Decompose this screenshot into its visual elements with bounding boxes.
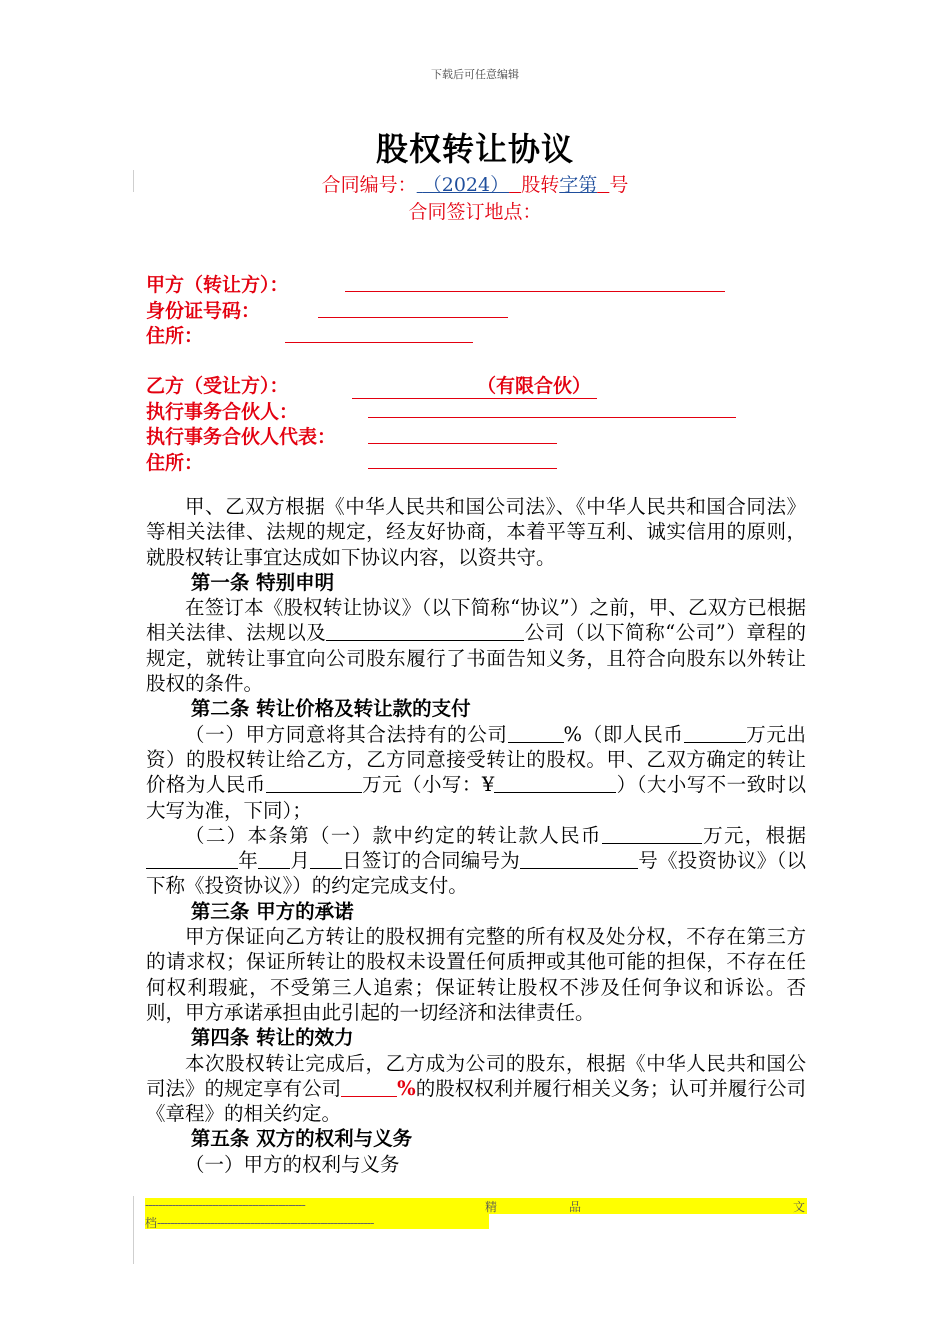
contract-number-label: 合同编号： bbox=[321, 174, 417, 196]
sign-place: 合同签订地点： bbox=[408, 201, 542, 223]
contract-mid: 股转 bbox=[521, 174, 560, 196]
margin-marker-bottom bbox=[133, 1196, 134, 1264]
article-2-title: 第二条 转让价格及转让款的支付 bbox=[190, 697, 471, 721]
day-blank[interactable] bbox=[310, 850, 342, 869]
party-b-partner-label: 执行事务合伙人： bbox=[146, 401, 299, 423]
party-a-address-field[interactable] bbox=[285, 342, 473, 343]
party-b-name-label: 乙方（受让方）： bbox=[146, 375, 289, 397]
article-5-clause-1: （一）甲方的权利与义务 bbox=[185, 1152, 400, 1176]
article-2-clause-1: （一）甲方同意将其合法持有的公司 %（即人民币 万元出资）的股权转让给乙方，乙方同意接受转让的股权。甲、乙双方确定的转让价格为人民币 万元（小写：¥ ）（大小写不一致时以大写为准，下同）； bbox=[146, 722, 806, 822]
contract-blank-1 bbox=[509, 174, 521, 196]
contract-zi: 字第 bbox=[559, 174, 598, 196]
article-1-paragraph: 在签订本《股权转让协议》（以下简称“协议”）之前，甲、乙双方已根据相关法律、法规以及 公司（以下简称“公司”）章程的规定，就转让事宜向公司股东履行了书面告知义务，且符合向股东以外转让股权的条件。 bbox=[146, 596, 806, 696]
party-b-address-label: 住所： bbox=[146, 452, 204, 474]
article-4-title: 第四条 转让的效力 bbox=[190, 1026, 354, 1050]
contract-end: 号 bbox=[609, 174, 629, 196]
document-title: 股权转让协议 bbox=[375, 130, 574, 168]
party-b-partner-field[interactable] bbox=[368, 417, 736, 418]
party-b-rep-field[interactable] bbox=[368, 443, 557, 444]
footer-watermark-band-2: 档----------------------------------------------------------------- bbox=[145, 1214, 489, 1229]
rights-percent-blank[interactable] bbox=[341, 1078, 397, 1097]
article-2-clause-2: （二）本条第（一）款中约定的转让款人民币 万元，根据年 月 日签订的合同编号为 号《投资协议》（以下称《投资协议》）的约定完成支付。 bbox=[146, 823, 806, 898]
share-percent-blank[interactable] bbox=[508, 724, 564, 743]
month-blank[interactable] bbox=[258, 850, 290, 869]
header-note: 下载后可任意编辑 bbox=[431, 68, 519, 81]
party-b-rep-label: 执行事务合伙人代表： bbox=[146, 426, 337, 448]
article-5-title: 第五条 双方的权利与义务 bbox=[190, 1127, 413, 1151]
party-a-id-label: 身份证号码： bbox=[146, 300, 261, 322]
price-lowercase-blank[interactable] bbox=[494, 774, 616, 793]
footer-char-4: 档 bbox=[145, 1216, 158, 1229]
party-b-address-field[interactable] bbox=[368, 468, 557, 469]
article-4-paragraph: 本次股权转让完成后，乙方成为公司的股东，根据《中华人民共和国公司法》的规定享有公司 %的股权权利并履行相关义务；认可并履行公司《章程》的相关约定。 bbox=[146, 1051, 806, 1126]
rights-percent-sign: % bbox=[397, 1076, 416, 1100]
contract-number-line bbox=[0, 170, 950, 197]
price-amount-blank[interactable] bbox=[266, 774, 362, 793]
payment-amount-blank[interactable] bbox=[602, 825, 702, 844]
capital-amount-blank[interactable] bbox=[684, 724, 746, 743]
intro-paragraph: 甲、乙双方根据《中华人民共和国公司法》、《中华人民共和国合同法》等相关法律、法规的规定，经友好协商，本着平等互利、诚实信用的原则，就股权转让事宜达成如下协议内容，以资共守。 bbox=[146, 495, 806, 569]
investment-contract-no-blank[interactable] bbox=[520, 850, 638, 869]
footer-char-2: 品 bbox=[569, 1200, 582, 1214]
contract-body bbox=[146, 494, 806, 1177]
footer-char-3: 文 bbox=[793, 1200, 806, 1214]
footer-char-1: 精 bbox=[485, 1200, 498, 1214]
article-3-paragraph: 甲方保证向乙方转让的股权拥有完整的所有权及处分权，不存在第三方的请求权；保证所转让的股权未设置任何质押或其他可能的担保，不存在任何权利瑕疵，不受第三人追索；保证转让股权不涉及任何争议和诉讼。否则，甲方承诺承担由此引起的一切经济和法律责任。 bbox=[146, 925, 806, 1024]
party-a-name-field[interactable] bbox=[345, 291, 725, 292]
party-a-id-field[interactable] bbox=[318, 317, 508, 318]
party-b-name-field[interactable] bbox=[352, 371, 597, 399]
article-3-title: 第三条 甲方的承诺 bbox=[190, 899, 354, 923]
contract-year: （2024） bbox=[422, 174, 510, 196]
article-1-title: 第一条 特别申明 bbox=[190, 570, 335, 594]
party-a-address-label: 住所： bbox=[146, 325, 204, 347]
party-b-name-suffix: （有限合伙） bbox=[477, 375, 592, 397]
company-name-blank[interactable] bbox=[326, 622, 524, 641]
footer-watermark-band: ------------------------------------------------ 精 品 文 bbox=[145, 1198, 806, 1214]
year-blank[interactable] bbox=[146, 850, 238, 869]
contract-blank-2 bbox=[597, 174, 609, 196]
party-a-name-label: 甲方（转让方）： bbox=[146, 274, 289, 296]
